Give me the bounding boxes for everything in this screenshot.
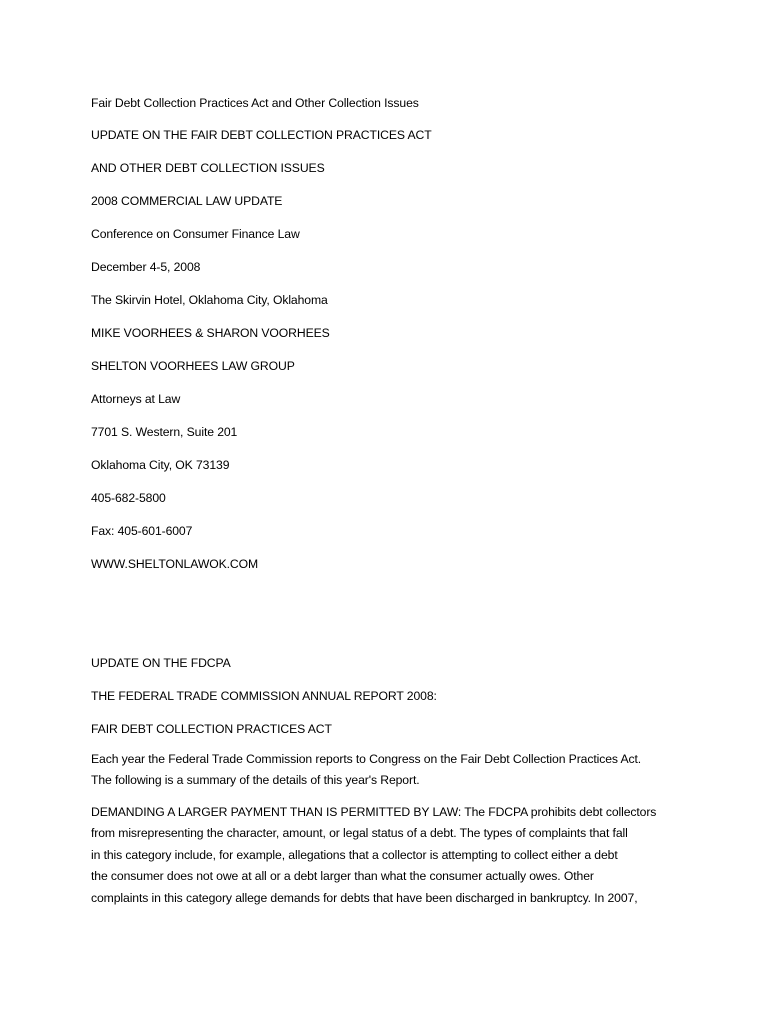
document-title: Fair Debt Collection Practices Act and Other Collection Issues [91, 96, 419, 110]
larger-payment-paragraph [91, 802, 691, 909]
fax-number: Fax: 405-601-6007 [91, 524, 193, 538]
intro-line: The following is a summary of the details of this year's Report. [91, 773, 420, 788]
website: WWW.SHELTONLAWOK.COM [91, 557, 259, 571]
paragraph-line: the consumer does not owe at all or a debt larger than what the consumer actually owes. Other [91, 869, 594, 884]
address-street: 7701 S. Western, Suite 201 [91, 425, 238, 439]
event-venue: The Skirvin Hotel, Oklahoma City, Oklahoma [91, 293, 328, 307]
event-dates: December 4-5, 2008 [91, 260, 201, 274]
firm-type: Attorneys at Law [91, 392, 181, 406]
conference-name: Conference on Consumer Finance Law [91, 227, 300, 241]
heading-update-fdcpa: UPDATE ON THE FAIR DEBT COLLECTION PRACTICES ACT [91, 128, 432, 142]
address-city: Oklahoma City, OK 73139 [91, 458, 230, 472]
authors: MIKE VOORHEES & SHARON VOORHEES [91, 326, 330, 340]
event-name: 2008 COMMERCIAL LAW UPDATE [91, 194, 283, 208]
intro-line: Each year the Federal Trade Commission reports to Congress on the Fair Debt Collection Practices Act. [91, 752, 642, 766]
section-heading-fdcpa: UPDATE ON THE FDCPA [91, 656, 231, 670]
heading-other-issues: AND OTHER DEBT COLLECTION ISSUES [91, 161, 325, 175]
phone-number: 405-682-5800 [91, 491, 166, 505]
intro-paragraph [91, 749, 691, 792]
ftc-report-heading: THE FEDERAL TRADE COMMISSION ANNUAL REPORT 2008: [91, 689, 437, 703]
paragraph-line: complaints in this category allege demands for debts that have been discharged in bankruptcy. In 2007, [91, 890, 638, 905]
paragraph-line: DEMANDING A LARGER PAYMENT THAN IS PERMITTED BY LAW: The FDCPA prohibits debt collectors [91, 805, 657, 819]
act-heading: FAIR DEBT COLLECTION PRACTICES ACT [91, 722, 332, 736]
paragraph-line: in this category include, for example, allegations that a collector is attempting to collect either a debt [91, 847, 618, 862]
law-firm-name: SHELTON VOORHEES LAW GROUP [91, 359, 295, 373]
paragraph-line: from misrepresenting the character, amount, or legal status of a debt. The types of complaints that fall [91, 826, 628, 841]
